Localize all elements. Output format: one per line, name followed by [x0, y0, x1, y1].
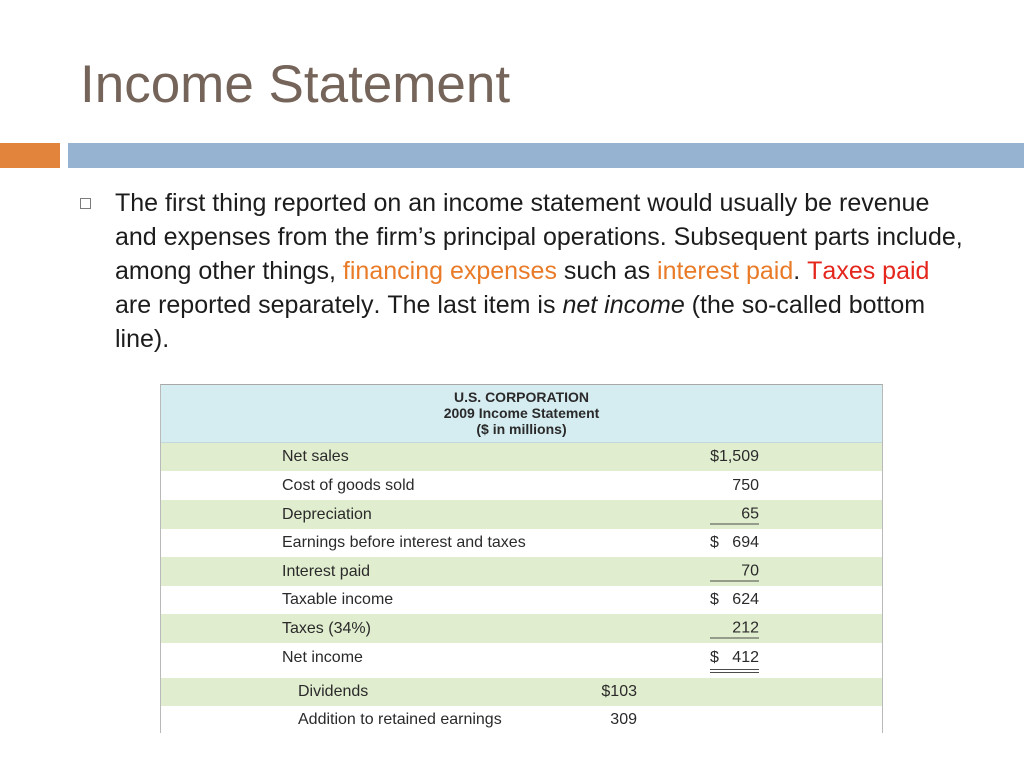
bullet-paragraph — [115, 186, 963, 356]
row-label: Taxes (34%) — [282, 619, 371, 637]
row-label: Net sales — [282, 448, 349, 465]
statement-row-retained-earnings — [161, 706, 882, 733]
paragraph-line — [115, 186, 963, 220]
row-label: Cost of goods sold — [282, 476, 415, 494]
accent-bar-blue — [68, 143, 1024, 168]
row-value — [710, 562, 759, 581]
slide-title: Income Statement — [80, 55, 511, 114]
row-value — [710, 477, 759, 495]
statement-row-net-income — [161, 643, 882, 678]
row-label: Dividends — [298, 683, 369, 700]
row-value — [710, 619, 759, 638]
row-amount: 624 — [732, 591, 759, 608]
income-statement-table — [160, 384, 883, 733]
statement-units: ($ in millions) — [476, 421, 567, 437]
statement-title: 2009 Income Statement — [443, 405, 600, 421]
row-amount: 70 — [741, 562, 759, 579]
row-value — [710, 649, 759, 667]
row-amount: 694 — [732, 534, 759, 551]
statement-row-net-sales — [161, 443, 882, 471]
text-segment: The first thing reported on an income statement would usually be revenue — [115, 189, 930, 217]
text-segment: line). — [115, 325, 170, 353]
highlight-taxes-paid: Taxes paid — [807, 257, 930, 285]
row-label: Earnings before interest and taxes — [282, 534, 526, 551]
statement-row-ebit — [161, 529, 882, 557]
text-segment: . — [793, 257, 808, 285]
row-label: Depreciation — [282, 505, 372, 523]
paragraph-line — [115, 220, 963, 254]
statement-row-dividends — [161, 678, 882, 706]
text-segment: among other things, — [115, 257, 343, 285]
row-label: Net income — [282, 649, 363, 666]
row-value — [710, 591, 759, 609]
currency-symbol: $ — [710, 649, 719, 666]
emphasis-net-income: net income — [562, 291, 685, 319]
row-amount: 412 — [732, 649, 759, 666]
statement-row-depreciation — [161, 500, 882, 529]
currency-symbol: $ — [710, 534, 719, 551]
row-label: Addition to retained earnings — [298, 710, 502, 728]
company-name: U.S. CORPORATION — [453, 389, 590, 405]
hollow-square-bullet-icon — [80, 198, 91, 209]
text-segment: and expenses from the firm’s principal operations. Subsequent parts include, — [115, 223, 963, 251]
statement-row-taxable-income — [161, 586, 882, 614]
highlight-interest-paid: interest paid — [657, 257, 794, 285]
statement-header — [161, 385, 882, 443]
row-amount: $103 — [601, 683, 637, 700]
paragraph-line — [115, 322, 963, 356]
row-value — [710, 505, 759, 524]
statement-row-taxes — [161, 614, 882, 643]
row-value — [710, 534, 759, 552]
row-label: Taxable income — [282, 591, 394, 608]
row-amount: 212 — [732, 619, 759, 636]
row-label: Interest paid — [282, 562, 371, 580]
highlight-financing-expenses: financing expenses — [342, 257, 557, 285]
row-value — [597, 711, 637, 729]
paragraph-line — [115, 288, 963, 322]
statement-row-cost-of-goods-sold — [161, 471, 882, 500]
row-amount: 309 — [610, 710, 637, 728]
currency-symbol: $ — [710, 591, 719, 608]
row-value — [710, 448, 759, 466]
text-segment: are reported separately. The last item is — [115, 291, 563, 319]
row-amount: $1,509 — [710, 448, 759, 465]
text-segment: (the so-called bottom — [684, 291, 926, 319]
accent-bar-orange — [0, 143, 60, 168]
row-amount: 65 — [741, 505, 759, 522]
text-segment: such as — [556, 257, 658, 285]
paragraph-line — [115, 254, 963, 288]
row-value — [597, 683, 637, 701]
row-amount: 750 — [732, 476, 759, 494]
statement-row-interest-paid — [161, 557, 882, 586]
